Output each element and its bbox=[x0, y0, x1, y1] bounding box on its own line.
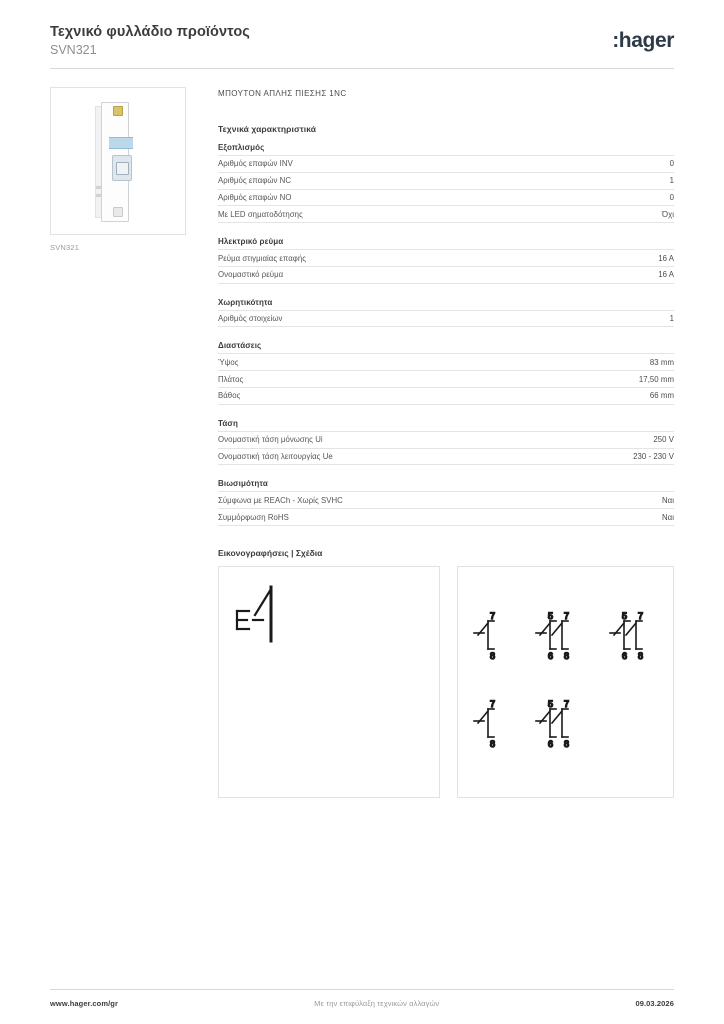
svg-text:7: 7 bbox=[490, 610, 496, 621]
footer-divider bbox=[50, 989, 674, 990]
spec-value: 230 - 230 V bbox=[633, 451, 674, 461]
spec-value: 1 bbox=[669, 314, 674, 324]
spec-value: 16 A bbox=[658, 253, 674, 263]
svg-text:7: 7 bbox=[564, 610, 570, 621]
table-row bbox=[218, 156, 674, 173]
table-row bbox=[218, 492, 674, 509]
device-rail-slot-bottom bbox=[96, 194, 101, 197]
spec-label: Ρεύμα στιγμιαίας επαφής bbox=[218, 253, 307, 263]
spec-group bbox=[218, 298, 674, 328]
table-row bbox=[218, 448, 674, 465]
spec-label: Ύψος bbox=[218, 357, 239, 367]
table-row bbox=[218, 371, 674, 388]
product-image-column bbox=[50, 87, 188, 798]
svg-text:6: 6 bbox=[548, 650, 554, 661]
spec-group-title: Εξοπλισμός bbox=[218, 143, 265, 152]
svg-text:5: 5 bbox=[622, 610, 628, 621]
drawings-heading: Εικονογραφήσεις | Σχέδια bbox=[218, 547, 323, 558]
spec-group bbox=[218, 419, 674, 466]
svg-text:7: 7 bbox=[638, 610, 644, 621]
device-body bbox=[101, 102, 129, 222]
spec-label: Βάθος bbox=[218, 391, 241, 401]
spec-label: Αριθμός επαφών INV bbox=[218, 159, 293, 169]
drawings-row bbox=[218, 566, 674, 798]
product-image-caption: SVN321 bbox=[50, 243, 80, 252]
drawing-box-schematics bbox=[457, 566, 674, 798]
spec-group bbox=[218, 237, 674, 284]
page-content bbox=[0, 69, 724, 798]
table-row bbox=[218, 431, 674, 448]
spec-label: Αριθμός επαφών NC bbox=[218, 176, 292, 186]
spec-group-title: Τάση bbox=[218, 418, 238, 428]
spec-label: Ονομαστική τάση λειτουργίας Ue bbox=[218, 451, 333, 461]
svg-text:8: 8 bbox=[490, 650, 496, 661]
spec-value: 0 bbox=[669, 159, 674, 169]
device-rail-slot-top bbox=[96, 186, 101, 189]
spec-value: 250 V bbox=[653, 435, 674, 445]
spec-label: Πλάτος bbox=[218, 374, 244, 384]
spec-group-title: Βιωσιμότητα bbox=[218, 479, 268, 489]
header-titles bbox=[50, 24, 250, 58]
device-push-button bbox=[112, 155, 132, 181]
table-row bbox=[218, 354, 674, 371]
spec-value: Ναι bbox=[661, 512, 674, 522]
spec-table bbox=[218, 249, 674, 284]
svg-text:5: 5 bbox=[548, 610, 554, 621]
spec-groups bbox=[218, 143, 674, 526]
spec-group bbox=[218, 143, 674, 223]
product-photo bbox=[95, 102, 135, 220]
table-row bbox=[218, 250, 674, 267]
table-row bbox=[218, 189, 674, 206]
svg-text:5: 5 bbox=[548, 698, 554, 709]
spec-group-title: Ηλεκτρικό ρεύμα bbox=[218, 237, 284, 247]
drawing-box-dimensions bbox=[218, 566, 440, 798]
spec-value: 83 mm bbox=[649, 357, 674, 367]
spec-table bbox=[218, 353, 674, 404]
specs-column bbox=[188, 87, 674, 798]
spec-value: Ναι bbox=[661, 495, 674, 505]
spec-label: Συμμόρφωση RoHS bbox=[218, 512, 289, 522]
table-row bbox=[218, 388, 674, 405]
spec-group-title: Διαστάσεις bbox=[218, 341, 262, 351]
spec-label: Αριθμός στοιχείων bbox=[218, 314, 283, 324]
spec-value: 0 bbox=[669, 192, 674, 202]
spec-table bbox=[218, 310, 674, 328]
product-image-frame bbox=[50, 87, 186, 235]
spec-value: 1 bbox=[669, 176, 674, 186]
device-top-terminal bbox=[113, 106, 123, 116]
table-row bbox=[218, 206, 674, 223]
spec-value: 16 A bbox=[658, 270, 674, 280]
page-header bbox=[0, 0, 724, 58]
spec-label: Με LED σηματοδότησης bbox=[218, 209, 303, 219]
table-row bbox=[218, 266, 674, 283]
svg-text:8: 8 bbox=[564, 738, 570, 749]
table-row bbox=[218, 509, 674, 526]
page-footer bbox=[50, 999, 674, 1008]
symbol-push-button-nc bbox=[219, 567, 439, 797]
footer-website[interactable]: www.hager.com/gr bbox=[50, 999, 119, 1008]
spec-group bbox=[218, 479, 674, 526]
spec-table bbox=[218, 491, 674, 526]
hager-logo: :hager bbox=[612, 29, 674, 52]
connection-schematics bbox=[458, 567, 673, 797]
svg-text:6: 6 bbox=[622, 650, 628, 661]
spec-label: Ονομαστική τάση μόνωσης Ui bbox=[218, 435, 323, 445]
footer-date: 09.03.2026 bbox=[635, 999, 674, 1008]
spec-value: 17,50 mm bbox=[638, 374, 674, 384]
spec-label: Ονομαστικό ρεύμα bbox=[218, 270, 284, 280]
svg-text:8: 8 bbox=[490, 738, 496, 749]
svg-text:8: 8 bbox=[564, 650, 570, 661]
svg-text:7: 7 bbox=[564, 698, 570, 709]
device-label-band bbox=[109, 137, 133, 149]
spec-label: Σύμφωνα με REACh - Χωρίς SVHC bbox=[218, 495, 343, 505]
spec-label: Αριθμός επαφών NO bbox=[218, 192, 292, 202]
page-title: Τεχνικό φυλλάδιο προϊόντος bbox=[50, 24, 250, 40]
device-bottom-terminal bbox=[113, 207, 123, 217]
spec-value: 66 mm bbox=[649, 391, 674, 401]
specs-heading: Τεχνικά χαρακτηριστικά bbox=[218, 124, 317, 134]
svg-text:6: 6 bbox=[548, 738, 554, 749]
svg-text:7: 7 bbox=[490, 698, 496, 709]
table-row bbox=[218, 310, 674, 327]
spec-group bbox=[218, 341, 674, 404]
spec-value: Όχι bbox=[661, 209, 674, 219]
svg-text:8: 8 bbox=[638, 650, 644, 661]
spec-table bbox=[218, 431, 674, 466]
table-row bbox=[218, 172, 674, 189]
page-subtitle: SVN321 bbox=[50, 43, 97, 57]
product-name: ΜΠΟΥΤΟΝ ΑΠΛΗΣ ΠΙΕΣΗΣ 1NC bbox=[218, 89, 347, 98]
footer-notice: Με την επιφύλαξη τεχνικών αλλαγών bbox=[314, 999, 440, 1008]
spec-table bbox=[218, 155, 674, 223]
spec-group-title: Χωρητικότητα bbox=[218, 297, 273, 307]
